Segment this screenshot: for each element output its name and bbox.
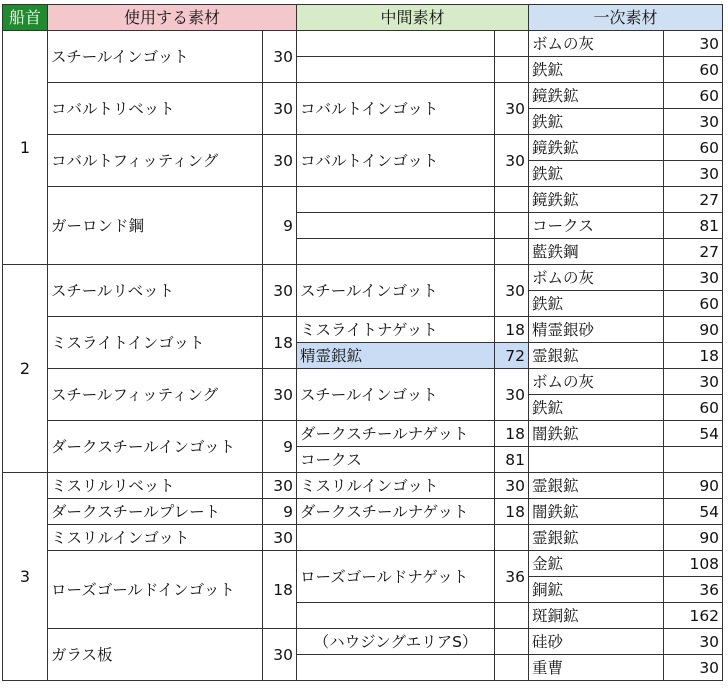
primary-material-name: 銅鉱 bbox=[529, 577, 664, 603]
primary-material-name bbox=[529, 447, 664, 473]
intermediate-material-qty: 18 bbox=[495, 499, 529, 525]
intermediate-material-header: 中間素材 bbox=[297, 5, 529, 31]
used-material-qty: 30 bbox=[263, 135, 297, 187]
primary-material-name: 鉄鉱 bbox=[529, 57, 664, 83]
primary-material-qty bbox=[664, 447, 723, 473]
used-material-name: ミスライトインゴット bbox=[48, 317, 263, 369]
table-row bbox=[3, 369, 723, 395]
intermediate-material-name bbox=[297, 213, 495, 239]
intermediate-material-qty bbox=[495, 213, 529, 239]
intermediate-material-qty bbox=[495, 603, 529, 629]
primary-material-qty: 30 bbox=[664, 161, 723, 187]
ship-number: 1 bbox=[3, 31, 48, 265]
intermediate-material-name: ダークスチールナゲット bbox=[297, 421, 495, 447]
table-row bbox=[3, 187, 723, 213]
intermediate-material-name: コバルトインゴット bbox=[297, 83, 495, 135]
table-row bbox=[3, 473, 723, 499]
intermediate-material-name bbox=[297, 655, 495, 681]
intermediate-material-name: 精霊銀鉱 bbox=[297, 343, 495, 369]
primary-material-name: 闇鉄鉱 bbox=[529, 499, 664, 525]
primary-material-name: 鉄鉱 bbox=[529, 291, 664, 317]
used-material-name: ミスリルインゴット bbox=[48, 525, 263, 551]
header-row bbox=[3, 5, 723, 31]
intermediate-material-name bbox=[297, 187, 495, 213]
primary-material-qty: 90 bbox=[664, 525, 723, 551]
intermediate-material-qty bbox=[495, 525, 529, 551]
intermediate-material-name: （ハウジングエリアS） bbox=[297, 629, 495, 655]
table-row bbox=[3, 317, 723, 343]
primary-material-qty: 27 bbox=[664, 239, 723, 265]
primary-material-qty: 54 bbox=[664, 499, 723, 525]
intermediate-material-qty bbox=[495, 187, 529, 213]
used-material-name: スチールインゴット bbox=[48, 31, 263, 83]
primary-material-name: 鏡鉄鉱 bbox=[529, 135, 664, 161]
primary-material-name: 斑銅鉱 bbox=[529, 603, 664, 629]
primary-material-name: コークス bbox=[529, 213, 664, 239]
primary-material-name: 霊銀鉱 bbox=[529, 473, 664, 499]
primary-material-name: 鉄鉱 bbox=[529, 161, 664, 187]
intermediate-material-name: ダークスチールナゲット bbox=[297, 499, 495, 525]
used-material-qty: 30 bbox=[263, 629, 297, 681]
intermediate-material-qty: 18 bbox=[495, 317, 529, 343]
primary-material-name: 闇鉄鉱 bbox=[529, 421, 664, 447]
primary-material-qty: 30 bbox=[664, 109, 723, 135]
intermediate-material-qty: 18 bbox=[495, 421, 529, 447]
primary-material-qty: 81 bbox=[664, 213, 723, 239]
used-material-name: ローズゴールドインゴット bbox=[48, 551, 263, 629]
intermediate-material-qty bbox=[495, 655, 529, 681]
primary-material-qty: 60 bbox=[664, 83, 723, 109]
table-row bbox=[3, 31, 723, 57]
primary-material-name: 鉄鉱 bbox=[529, 395, 664, 421]
table-row bbox=[3, 265, 723, 291]
intermediate-material-name: スチールインゴット bbox=[297, 369, 495, 421]
primary-material-qty: 54 bbox=[664, 421, 723, 447]
used-material-name: スチールリベット bbox=[48, 265, 263, 317]
used-material-qty: 18 bbox=[263, 317, 297, 369]
primary-material-name: 精霊銀砂 bbox=[529, 317, 664, 343]
intermediate-material-name: ミスライトナゲット bbox=[297, 317, 495, 343]
intermediate-material-qty: 30 bbox=[495, 369, 529, 421]
intermediate-material-name bbox=[297, 57, 495, 83]
used-material-name: コバルトフィッティング bbox=[48, 135, 263, 187]
intermediate-material-qty: 30 bbox=[495, 135, 529, 187]
table-row bbox=[3, 551, 723, 577]
primary-material-qty: 30 bbox=[664, 31, 723, 57]
primary-material-name: ボムの灰 bbox=[529, 265, 664, 291]
primary-material-qty: 90 bbox=[664, 317, 723, 343]
used-material-qty: 9 bbox=[263, 499, 297, 525]
primary-material-qty: 36 bbox=[664, 577, 723, 603]
table-row bbox=[3, 83, 723, 109]
used-material-qty: 30 bbox=[263, 265, 297, 317]
used-material-qty: 30 bbox=[263, 473, 297, 499]
used-material-qty: 18 bbox=[263, 551, 297, 629]
primary-material-qty: 60 bbox=[664, 135, 723, 161]
table-row bbox=[3, 629, 723, 655]
primary-material-name: 霊銀鉱 bbox=[529, 525, 664, 551]
intermediate-material-qty: 72 bbox=[495, 343, 529, 369]
used-material-name: ミスリルリベット bbox=[48, 473, 263, 499]
intermediate-material-qty: 81 bbox=[495, 447, 529, 473]
intermediate-material-name: コークス bbox=[297, 447, 495, 473]
primary-material-qty: 30 bbox=[664, 655, 723, 681]
intermediate-material-qty bbox=[495, 629, 529, 655]
intermediate-material-qty bbox=[495, 239, 529, 265]
primary-material-name: 鏡鉄鉱 bbox=[529, 187, 664, 213]
primary-material-name: 鉄鉱 bbox=[529, 109, 664, 135]
intermediate-material-name bbox=[297, 525, 495, 551]
used-material-qty: 9 bbox=[263, 421, 297, 473]
intermediate-material-qty: 36 bbox=[495, 551, 529, 603]
primary-material-qty: 30 bbox=[664, 369, 723, 395]
intermediate-material-name: ローズゴールドナゲット bbox=[297, 551, 495, 603]
ship-number: 3 bbox=[3, 473, 48, 681]
primary-material-qty: 60 bbox=[664, 57, 723, 83]
used-material-name: ガラス板 bbox=[48, 629, 263, 681]
intermediate-material-qty: 30 bbox=[495, 83, 529, 135]
used-material-name: ダークスチールインゴット bbox=[48, 421, 263, 473]
table-row bbox=[3, 525, 723, 551]
primary-material-qty: 162 bbox=[664, 603, 723, 629]
intermediate-material-qty bbox=[495, 57, 529, 83]
primary-material-qty: 30 bbox=[664, 629, 723, 655]
intermediate-material-name bbox=[297, 31, 495, 57]
primary-material-header: 一次素材 bbox=[529, 5, 723, 31]
materials-table bbox=[2, 4, 723, 681]
primary-material-qty: 27 bbox=[664, 187, 723, 213]
primary-material-name: ボムの灰 bbox=[529, 31, 664, 57]
primary-material-name: ボムの灰 bbox=[529, 369, 664, 395]
primary-material-name: 鏡鉄鉱 bbox=[529, 83, 664, 109]
intermediate-material-name bbox=[297, 603, 495, 629]
primary-material-name: 藍鉄鋼 bbox=[529, 239, 664, 265]
used-material-qty: 30 bbox=[263, 31, 297, 83]
primary-material-qty: 60 bbox=[664, 291, 723, 317]
table-row bbox=[3, 135, 723, 161]
primary-material-qty: 108 bbox=[664, 551, 723, 577]
used-material-header: 使用する素材 bbox=[48, 5, 297, 31]
primary-material-qty: 18 bbox=[664, 343, 723, 369]
ship-header: 船首 bbox=[3, 5, 48, 31]
intermediate-material-qty bbox=[495, 31, 529, 57]
intermediate-material-name: スチールインゴット bbox=[297, 265, 495, 317]
intermediate-material-name: コバルトインゴット bbox=[297, 135, 495, 187]
primary-material-qty: 90 bbox=[664, 473, 723, 499]
ship-number: 2 bbox=[3, 265, 48, 473]
table-row bbox=[3, 421, 723, 447]
primary-material-name: 重曹 bbox=[529, 655, 664, 681]
primary-material-qty: 60 bbox=[664, 395, 723, 421]
primary-material-name: 霊銀鉱 bbox=[529, 343, 664, 369]
intermediate-material-name bbox=[297, 239, 495, 265]
intermediate-material-name: ミスリルインゴット bbox=[297, 473, 495, 499]
used-material-qty: 9 bbox=[263, 187, 297, 265]
table-row bbox=[3, 499, 723, 525]
used-material-name: コバルトリベット bbox=[48, 83, 263, 135]
used-material-name: ダークスチールプレート bbox=[48, 499, 263, 525]
intermediate-material-qty: 30 bbox=[495, 265, 529, 317]
used-material-name: スチールフィッティング bbox=[48, 369, 263, 421]
intermediate-material-qty: 30 bbox=[495, 473, 529, 499]
primary-material-name: 硅砂 bbox=[529, 629, 664, 655]
used-material-name: ガーロンド鋼 bbox=[48, 187, 263, 265]
used-material-qty: 30 bbox=[263, 525, 297, 551]
primary-material-name: 金鉱 bbox=[529, 551, 664, 577]
used-material-qty: 30 bbox=[263, 83, 297, 135]
used-material-qty: 30 bbox=[263, 369, 297, 421]
primary-material-qty: 30 bbox=[664, 265, 723, 291]
